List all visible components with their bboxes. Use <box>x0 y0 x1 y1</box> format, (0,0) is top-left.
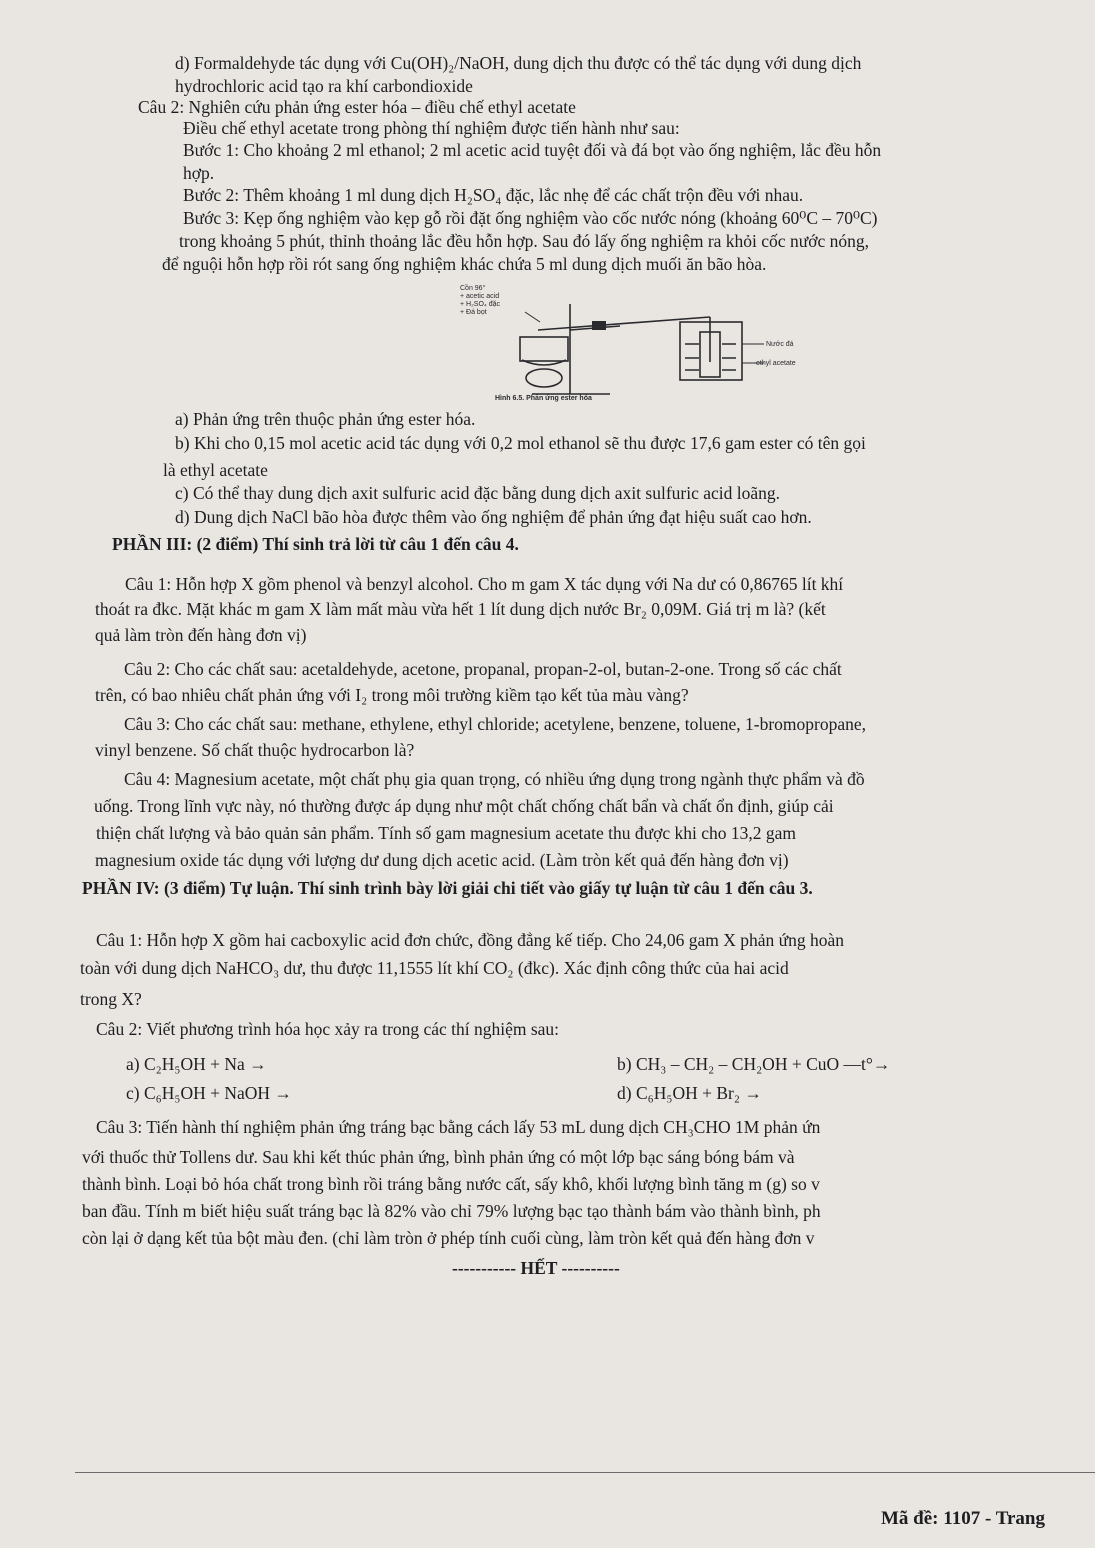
statement-c: c) Có thể thay dung dịch axit sulfuric acid đặc bằng dung dịch axit sulfuric acid loãng. <box>175 483 781 503</box>
stopper <box>592 321 606 330</box>
ice-beaker <box>680 322 742 380</box>
line: Bước 2: Thêm khoảng 1 ml dung dịch H₂SO₄ đặc, lắc nhẹ để các chất trộn đều với nhau. <box>183 185 804 205</box>
reaction-a: a) C₂H₅OH + Na → <box>126 1054 267 1074</box>
p3-question-4: Câu 4: Magnesium acetate, một chất phụ gia quan trọng, có nhiều ứng dụng trong ngành thực phẩm và đồ <box>124 769 865 789</box>
line: thiện chất lượng và bảo quản sản phẩm. Tính số gam magnesium acetate thu được khi cho 13,2 gam <box>96 823 797 843</box>
line: quả làm tròn đến hàng đơn vị) <box>95 625 307 645</box>
statement-d: d) Dung dịch NaCl bão hòa được thêm vào ống nghiệm để phản ứng đạt hiệu suất cao hơn. <box>175 507 812 527</box>
line: với thuốc thử Tollens dư. Sau khi kết thúc phản ứng, bình phản ứng có một lớp bạc sáng bóng bám và <box>82 1147 795 1167</box>
line: để nguội hỗn hợp rồi rót sang ống nghiệm khác chứa 5 ml dung dịch muối ăn bão hòa. <box>162 254 767 274</box>
ice-label: Nước đá <box>766 341 794 348</box>
line: toàn với dung dịch NaHCO₃ dư, thu được 11,1555 lít khí CO₂ (đkc). Xác định công thức của hai acid <box>80 958 789 978</box>
question-2-heading: Câu 2: Nghiên cứu phản ứng ester hóa – điều chế ethyl acetate <box>138 97 576 117</box>
figure-caption: Hình 6.5. Phản ứng ester hóa <box>495 395 592 402</box>
p4-question-1: Câu 1: Hỗn hợp X gồm hai cacboxylic acid đơn chức, đồng đẳng kế tiếp. Cho 24,06 gam X phản ứng hoàn <box>96 930 845 950</box>
line: uống. Trong lĩnh vực này, nó thường được áp dụng như một chất chống chất bẩn và chất ổn định, giúp cải <box>94 796 834 816</box>
line: Bước 1: Cho khoảng 2 ml ethanol; 2 ml acetic acid tuyệt đối và đá bọt vào ống nghiệm, lắc đều hỗn <box>183 140 882 160</box>
end-marker: ----------- HẾT ---------- <box>452 1258 620 1278</box>
line-1d: d) Formaldehyde tác dụng với Cu(OH)₂/NaOH, dung dịch thu được có thể tác dụng với dung dịch <box>175 53 862 73</box>
water-bath-vessel <box>520 337 568 361</box>
line: thoát ra đkc. Mặt khác m gam X làm mất màu vừa hết 1 lít dung dịch nước Br₂ 0,09M. Giá trị m là? (kết <box>95 599 826 619</box>
exam-code-footer: Mã đề: 1107 - Trang <box>881 1508 1045 1529</box>
reagent-label: Cồn 96° <box>460 285 486 292</box>
line: ban đầu. Tính m biết hiệu suất tráng bạc là 82% vào chỉ 79% lượng bạc tạo thành bám vào thành bình, ph <box>82 1201 821 1221</box>
footer-divider <box>75 1472 1095 1473</box>
esterification-apparatus-diagram <box>420 282 800 402</box>
reagent-label: + H₂SO₄ đặc <box>460 301 501 308</box>
p4-question-3: Câu 3: Tiến hành thí nghiệm phản ứng tráng bạc bằng cách lấy 53 mL dung dịch CH₃CHO 1M phản ứn <box>96 1117 821 1137</box>
reaction-c: c) C₆H₅OH + NaOH → <box>126 1083 292 1103</box>
p4-question-2: Câu 2: Viết phương trình hóa học xảy ra trong các thí nghiệm sau: <box>96 1019 560 1039</box>
reaction-d: d) C₆H₅OH + Br₂ → <box>617 1083 762 1103</box>
experiment-figure <box>420 282 800 402</box>
delivery-tube <box>538 317 710 330</box>
line: magnesium oxide tác dụng với lượng dư dung dịch acetic acid. (Làm tròn kết quả đến hàng đơn vị) <box>95 850 789 870</box>
statement-b: b) Khi cho 0,15 mol acetic acid tác dụng với 0,2 mol ethanol sẽ thu được 17,6 gam ester có tên gọi <box>175 433 866 453</box>
line: vinyl benzene. Số chất thuộc hydrocarbon là? <box>95 740 415 760</box>
statement-b-cont: là ethyl acetate <box>163 460 268 480</box>
reagent-label: + Đá bọt <box>460 309 487 316</box>
line: thành bình. Loại bỏ hóa chất trong bình rồi tráng bằng nước cất, sấy khô, khối lượng bình tăng m (g) so v <box>82 1174 820 1194</box>
statement-a: a) Phản ứng trên thuộc phản ứng ester hóa. <box>175 409 476 429</box>
line: còn lại ở dạng kết tủa bột màu đen. (chỉ làm tròn ở phép tính cuối cùng, làm tròn kết quả đến hàng đơn v <box>82 1228 815 1248</box>
line: Bước 3: Kẹp ống nghiệm vào kẹp gỗ rồi đặt ống nghiệm vào cốc nước nóng (khoảng 60⁰C – 70⁰C) <box>183 208 878 228</box>
line: trên, có bao nhiêu chất phản ứng với I₂ trong môi trường kiềm tạo kết tủa màu vàng? <box>95 685 689 705</box>
line: Điều chế ethyl acetate trong phòng thí nghiệm được tiến hành như sau: <box>183 118 680 138</box>
burner-icon <box>526 369 562 387</box>
p3-question-2: Câu 2: Cho các chất sau: acetaldehyde, acetone, propanal, propan-2-ol, butan-2-one. Trong số các chất <box>124 659 842 679</box>
line: trong X? <box>80 989 142 1009</box>
p3-question-3: Câu 3: Cho các chất sau: methane, ethylene, ethyl chloride; acetylene, benzene, toluene, 1-bromopropane, <box>124 714 866 734</box>
section-3-heading: PHẦN III: (2 điểm) Thí sinh trả lời từ câu 1 đến câu 4. <box>112 534 519 554</box>
line: hợp. <box>183 163 215 183</box>
reagent-label: + acetic acid <box>460 293 500 300</box>
line-1d-cont: hydrochloric acid tạo ra khí carbondioxide <box>175 76 473 96</box>
leader-line <box>525 312 540 322</box>
product-label: ethyl acetate <box>756 360 796 367</box>
p3-question-1: Câu 1: Hỗn hợp X gồm phenol và benzyl alcohol. Cho m gam X tác dụng với Na dư có 0,86765 lít khí <box>125 574 844 594</box>
reaction-b: b) CH₃ – CH₂ – CH₂OH + CuO —t°→ <box>617 1054 891 1074</box>
line: trong khoảng 5 phút, thỉnh thoảng lắc đều hỗn hợp. Sau đó lấy ống nghiệm ra khỏi cốc nước nóng, <box>179 231 869 251</box>
section-4-heading: PHẦN IV: (3 điểm) Tự luận. Thí sinh trình bày lời giải chi tiết vào giấy tự luận từ câu 1 đến câu 3. <box>82 878 813 898</box>
